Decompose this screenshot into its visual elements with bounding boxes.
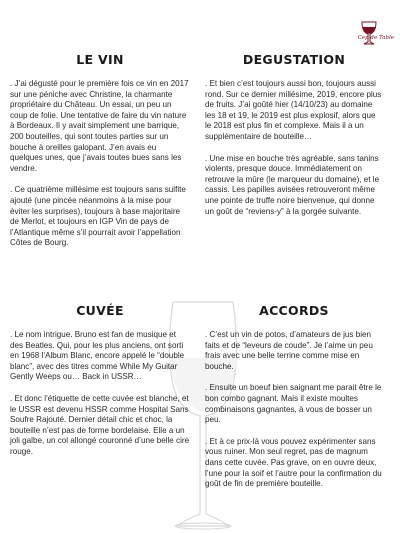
paragraph: . C’est un vin de potos, d’amateurs de jus bien faits et de “leveurs de coude”. Je l’aime un peu frais avec une belle terrine comme mise en bouche. <box>205 330 373 371</box>
paragraph: . Une mise en bouche très agréable, sans tanins violents, presque douce. Immédiatement on retrouve la mûre (le marqueur du domaine), et le cassis. Les papilles avisées retrouveront même une pointe de truffe noire bienvenue, qui donne un goût de “reviens-y” à la gorgée suivante. <box>205 153 380 216</box>
section-title: ACCORDS <box>259 303 329 318</box>
section-le-vin <box>10 52 190 260</box>
logo-text: Cep de Table <box>357 35 394 41</box>
section-degustation <box>205 52 383 228</box>
paragraph: . J’ai dégusté pour le première fois ce vin en 2017 sur une péniche avec Christine, la charmante propriétaire du Château. Un essai, un peu un coup de folie. Une tentative de faire du vin nature à Bordeaux. Il y avait simplement une barrique, 200 bouteilles, qui sont toutes parties sur un bouche à oreilles galopant. J’en avais eu quelques unes, que j’avais toutes bues sans les vendre. <box>10 79 189 173</box>
section-accords <box>205 303 383 501</box>
section-cuvee <box>10 303 190 469</box>
paragraph: . Ce quatrième millésime est toujours sans sulfite ajouté (une pincée néanmoins à la mise pour éviter les surprises), toujours à base majoritaire de Merlot, et toujours en IGP Vin de pays de l’Atlantique même s’il pourrait avoir l’appellation Côtes de Bourg. <box>10 185 186 248</box>
paragraph: . Et donc l’étiquette de cette cuvée est blanche, et le USSR est devenu HSSR comme Hospital Sans Soufre Rajouté. Dernier détail chic et choc, la bouteille n’est pas de forme bordelaise. Elle a un joli galbe, un col allongé couronné d’une belle cire rouge. <box>10 393 190 456</box>
section-title: DEGUSTATION <box>242 52 346 67</box>
section-title: LE VIN <box>76 52 124 67</box>
paragraph: . Et bien c’est toujours aussi bon, toujours aussi rond. Sur ce dernier millésime, 2019, encore plus de fruits. J’ai goûté hier (14/10/23) au domaine les 18 et 19, le 2019 est plus explosif, alors que le 2018 est plus fin et complexe. Mais il a un supplémentaire de bouteille… <box>205 79 382 141</box>
paragraph: . Le nom intrigue. Bruno est fan de musique et des Beatles. Qui, pour les plus anciens, ont sorti en 1968 l’Album Blanc, encore appelé le “double blanc”, avec des titres comme While My Guitar Gently Weeps ou… Back in USSR… <box>10 330 185 382</box>
section-title: CUVÉE <box>76 303 124 318</box>
paragraph: . Et à ce prix-là vous pouvez expérimenter sans vous ruiner. Mon seul regret, pas de magnum dans cette cuvée. Pas grave, on en ouvre deux, l’une pour la soif et l’autre pour la confirmation du goût de fin de première bouteille. <box>205 436 382 489</box>
paragraph: . Ensuite un boeuf bien saignant me parait être le bon combo gagnant. Mais il existe moultes combinaisons gagnantes, à vous de bosser un peu. <box>205 383 382 425</box>
